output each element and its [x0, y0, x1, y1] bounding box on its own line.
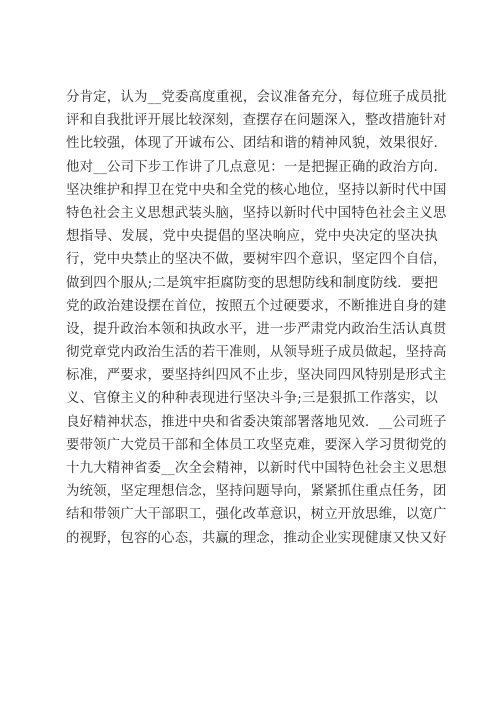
text-line: 坚决维护和捍卫在党中央和全党的核心地位，坚持以新时代中国 [66, 182, 447, 198]
text-line: 彻党章党内政治生活的若干准则，从领导班子成员做起，坚持高 [66, 345, 447, 361]
text-line: 十九大精神省委__次全会精神，以新时代中国特色社会主义思想 [66, 461, 447, 476]
text-line: 性比较强，体现了开诚布公、团结和谐的精神风貌，效果很好. [66, 136, 438, 152]
text-line: 要带领广大党员干部和全体员工攻坚克难，要深入学习贯彻党的 [66, 437, 447, 453]
text-line: 设，提升政治本领和执政水平，进一步严肃党内政治生活认真贯 [66, 321, 447, 337]
text-line: 他对__公司下步工作讲了几点意见：一是把握正确的政治方向. [66, 159, 438, 175]
text-line: 党的政治建设摆在首位，按照五个过硬要求，不断推进自身的建 [66, 298, 447, 314]
text-line: 为统领，坚定理想信念，坚持问题导向，紧紧抓住重点任务，团 [66, 484, 447, 500]
text-line: 评和自我批评开展比较深刻，查摆存在问题深入，整改措施针对 [66, 113, 447, 129]
text-line: 做到四个服从;二是筑牢拒腐防变的思想防线和制度防线．要把 [66, 275, 438, 291]
text-line: 想指导、发展，党中央提倡的坚决响应，党中央决定的坚决执 [66, 229, 438, 245]
text-line: 特色社会主义思想武装头脑，坚持以新时代中国特色社会主义思 [66, 205, 447, 221]
text-line: 标准，严要求，要坚持纠四风不止步，坚决同四风特别是形式主 [66, 368, 447, 384]
text-line: 的视野，包容的心态，共赢的理念，推动企业实现健康又快又好 [66, 530, 447, 546]
text-line: 行，党中央禁止的坚决不做，要树牢四个意识，坚定四个自信， [66, 252, 447, 268]
text-line: 结和带领广大干部职工，强化改革意识，树立开放思维，以宽广 [66, 507, 447, 523]
text-line: 义、官僚主义的种种表现进行坚决斗争;三是狠抓工作落实，以 [66, 391, 438, 407]
text-line: 良好精神状态，推进中央和省委决策部署落地见效．__公司班子 [66, 414, 447, 430]
body-paragraph [66, 86, 447, 550]
text-line: 分肯定，认为__党委高度重视，会议准备充分，每位班子成员批 [66, 90, 447, 105]
